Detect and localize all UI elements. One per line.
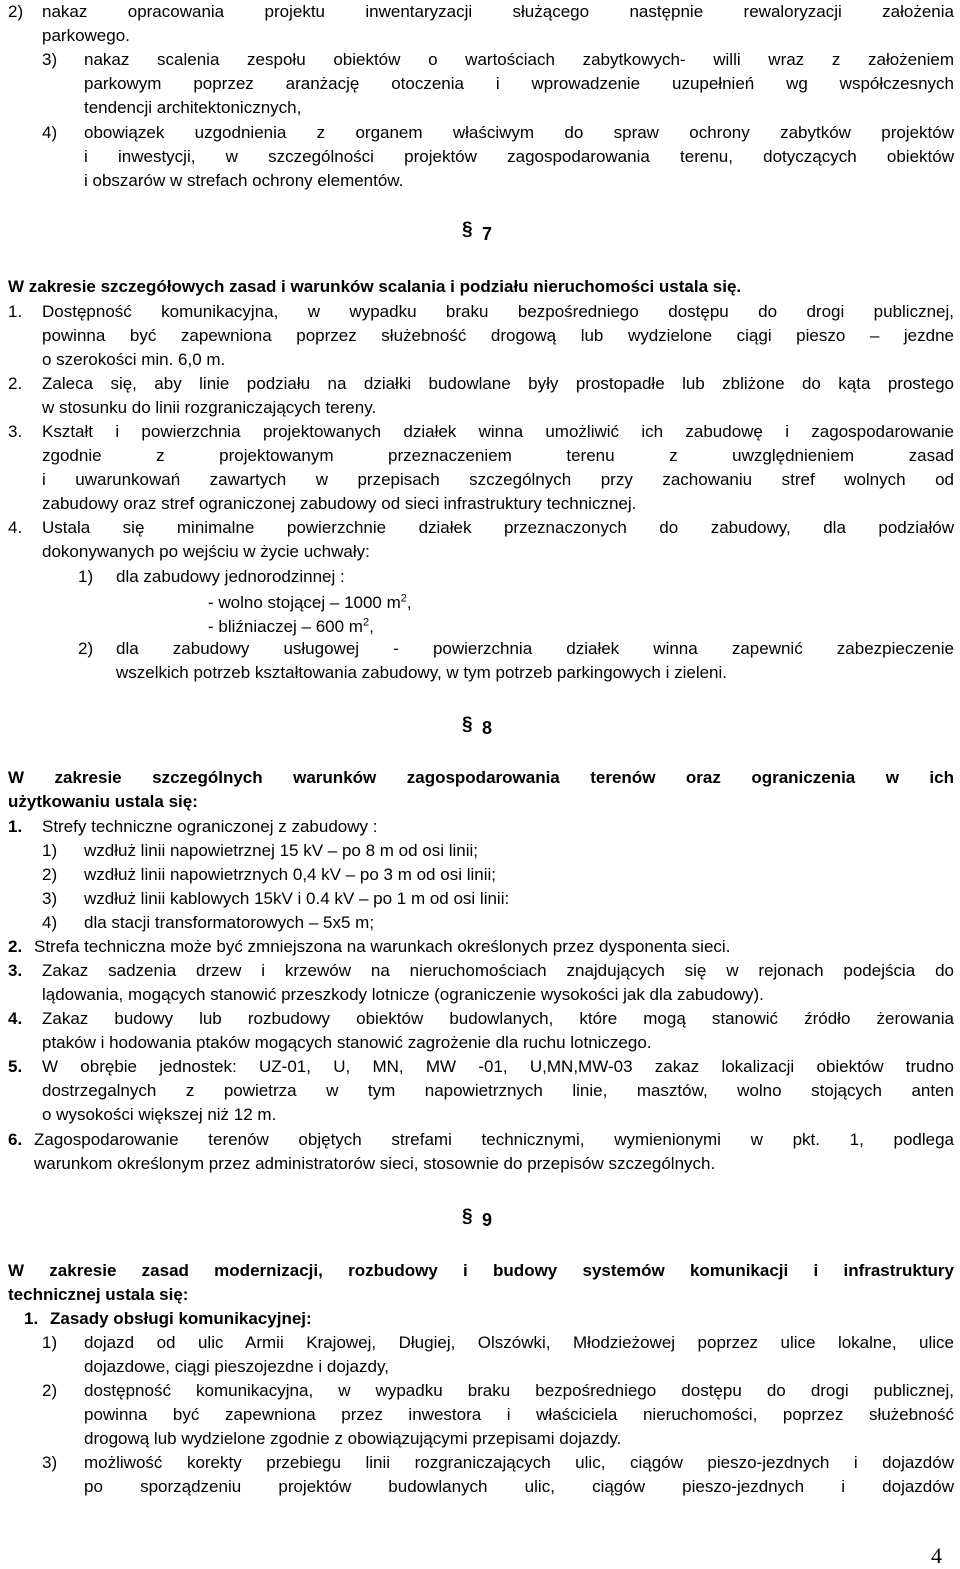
list-text-line: Zagospodarowanie terenów objętych strefami technicznymi, wymienionymi w pkt. 1, podlega <box>34 1130 954 1149</box>
sublist-number: 3) <box>42 889 58 908</box>
section-7-symbol: § <box>462 219 473 240</box>
list-text-line: i uwarunkowań zawartych w przepisach szczególnych przy zachowaniu stref wolnych od <box>42 470 954 489</box>
list-number: 3) <box>42 50 58 69</box>
list-text-line: W obrębie jednostek: UZ-01, U, MN, MW -01, U,MN,MW-03 zakaz lokalizacji obiektów trudno <box>42 1057 954 1076</box>
sublist-number: 1) <box>42 1333 58 1352</box>
list-text-line: Zasady obsługi komunikacyjnej: <box>50 1309 312 1328</box>
list-text-line: parkowego. <box>42 26 130 45</box>
list-number: 1. <box>8 817 23 836</box>
section-9-heading-line: technicznej ustala się: <box>8 1285 189 1304</box>
sublist-text-line: dostępność komunikacyjna, w wypadku braku bezpośredniego dostępu do drogi publicznej, <box>84 1381 954 1400</box>
sublist-number: 1) <box>78 567 94 586</box>
list-number: 5. <box>8 1057 23 1076</box>
sublist-text: wzdłuż linii kablowych 15kV i 0.4 kV – po 1 m od osi linii: <box>84 889 510 908</box>
sublist-number: 1) <box>42 841 58 860</box>
sublist-text: wzdłuż linii napowietrznych 0,4 kV – po 3 m od osi linii; <box>84 865 496 884</box>
page-number: 4 <box>931 1543 942 1568</box>
section-8-heading-line: W zakresie szczególnych warunków zagospodarowania terenów oraz ograniczenia w ich <box>8 768 954 787</box>
list-number: 4. <box>8 518 23 537</box>
sublist-number: 2) <box>42 1381 58 1400</box>
section-8-symbol: § <box>462 714 473 735</box>
sublist-text: wzdłuż linii napowietrznej 15 kV – po 8 m od osi linii; <box>84 841 479 860</box>
sublist-text-line: drogową lub wydzielone zgodnie z obowiązującymi przepisami dojazdy. <box>84 1429 622 1448</box>
list-text-line: tendencji architektonicznych, <box>84 98 302 117</box>
sublist-number: 4) <box>42 913 58 932</box>
sublist-number: 3) <box>42 1453 58 1472</box>
list-text-line: Strefa techniczna może być zmniejszona na warunkach określonych przez dysponenta sieci. <box>34 937 731 956</box>
list-number: 1. <box>8 302 23 321</box>
list-text-line: Zaleca się, aby linie podziału na działki budowlane były prostopadłe lub zbliżone do kąta prostego <box>42 374 954 393</box>
list-text-line: ptaków i hodowania ptaków mogących stanowić zagrożenie dla ruchu lotniczego. <box>42 1033 652 1052</box>
list-number: 2. <box>8 937 23 956</box>
list-text-line: Zakaz sadzenia drzew i krzewów na nieruchomościach znajdujących się w rejonach podejścia do <box>42 961 954 980</box>
list-text-line: obowiązek uzgodnienia z organem właściwym do spraw ochrony zabytków projektów <box>84 123 954 142</box>
list-number: 4) <box>42 123 58 142</box>
sublist-text-line: dojazd od ulic Armii Krajowej, Długiej, Olszówki, Młodzieżowej poprzez ulice lokalne, ulice <box>84 1333 954 1352</box>
list-text-line: zgodnie z projektowanym przeznaczeniem terenu z uwzględnieniem zasad <box>42 446 954 465</box>
area-wolno-stojaca: - wolno stojącej – 1000 $m^2$, <box>208 592 412 612</box>
list-number: 2. <box>8 374 23 393</box>
section-8-number: 8 <box>482 718 493 738</box>
list-text-line: parkowym poprzez aranżację otoczenia i wprowadzenie uzupełnień wg współczesnych <box>84 74 954 93</box>
list-text-line: o wysokości większej niż 12 m. <box>42 1105 277 1124</box>
sublist-text-line: powinna być zapewniona przez inwestora i właściciela nieruchomości, poprzez służebność <box>84 1405 954 1424</box>
list-text-line: o szerokości min. 6,0 m. <box>42 350 226 369</box>
section-9-number: 9 <box>482 1210 493 1230</box>
list-text-line: w stosunku do linii rozgraniczających tereny. <box>42 398 377 417</box>
section-9-symbol: § <box>462 1206 473 1227</box>
sublist-text-line: dla zabudowy usługowej - powierzchnia działek winna zapewnić zabezpieczenie <box>116 639 954 658</box>
sublist-text-line: dojazdowe, ciągi pieszojezdne i dojazdy, <box>84 1357 389 1376</box>
list-number: 6. <box>8 1130 23 1149</box>
section-7-number: 7 <box>482 224 493 244</box>
list-text-line: Zakaz budowy lub rozbudowy obiektów budowlanych, które mogą stanowić źródło żerowania <box>42 1009 954 1028</box>
list-text-line: Strefy techniczne ograniczonej z zabudowy : <box>42 817 378 836</box>
list-number: 2) <box>8 2 24 21</box>
list-number: 3. <box>8 422 23 441</box>
list-text-line: dostrzegalnych z powietrza w tym napowietrznych linie, masztów, wolno stojących anten <box>42 1081 954 1100</box>
list-text-line: zabudowy oraz stref ograniczonej zabudowy od sieci infrastruktury technicznej. <box>42 494 637 513</box>
list-text-line: Dostępność komunikacyjna, w wypadku braku bezpośredniego dostępu do drogi publicznej, <box>42 302 954 321</box>
list-text-line: i inwestycji, w szczególności projektów zagospodarowania terenu, dotyczących obiektów <box>84 147 954 166</box>
list-text-line: i obszarów w strefach ochrony elementów. <box>84 171 404 190</box>
section-9-heading-line: W zakresie zasad modernizacji, rozbudowy i budowy systemów komunikacji i infrastruktury <box>8 1261 954 1280</box>
list-text-line: lądowania, mogących stanowić przeszkody lotnicze (ograniczenie wysokości jak dla zabudowy). <box>42 985 764 1004</box>
list-text-line: nakaz opracowania projektu inwentaryzacji służącego następnie rewaloryzacji założenia <box>42 2 954 21</box>
section-8-heading-line: użytkowaniu ustala się: <box>8 792 198 811</box>
list-text-line: warunkom określonym przez administratorów sieci, stosownie do przepisów szczególnych. <box>34 1154 716 1173</box>
list-number: 1. <box>24 1309 39 1328</box>
list-text-line: Kształt i powierzchnia projektowanych działek winna umożliwić ich zabudowę i zagospodarowanie <box>42 422 954 441</box>
sublist-text-line: możliwość korekty przebiegu linii rozgraniczających ulic, ciągów pieszo-jezdnych i dojazdów <box>84 1453 954 1472</box>
list-number: 3. <box>8 961 23 980</box>
list-text-line: Ustala się minimalne powierzchnie działek przeznaczonych do zabudowy, dla podziałów <box>42 518 954 537</box>
sublist-text-line: wszelkich potrzeb kształtowania zabudowy, w tym potrzeb parkingowych i zieleni. <box>116 663 728 682</box>
sublist-number: 2) <box>78 639 94 658</box>
list-text-line: powinna być zapewniona poprzez służebność drogową lub wydzielone ciągi pieszo – jezdne <box>42 326 954 345</box>
sublist-text: dla stacji transformatorowych – 5x5 m; <box>84 913 375 932</box>
sublist-text-line: po sporządzeniu projektów budowlanych ulic, ciągów pieszo-jezdnych i dojazdów <box>84 1477 954 1496</box>
section-7-heading: W zakresie szczegółowych zasad i warunków scalania i podziału nieruchomości ustala się. <box>8 277 742 296</box>
area-blizniacza: - bliźniaczej – 600 $m^2$, <box>208 616 374 636</box>
sublist-text: dla zabudowy jednorodzinnej : <box>116 567 345 586</box>
list-text-line: dokonywanych po wejściu w życie uchwały: <box>42 542 370 561</box>
list-text-line: nakaz scalenia zespołu obiektów o wartościach zabytkowych- willi wraz z założeniem <box>84 50 954 69</box>
list-number: 4. <box>8 1009 23 1028</box>
sublist-number: 2) <box>42 865 58 884</box>
